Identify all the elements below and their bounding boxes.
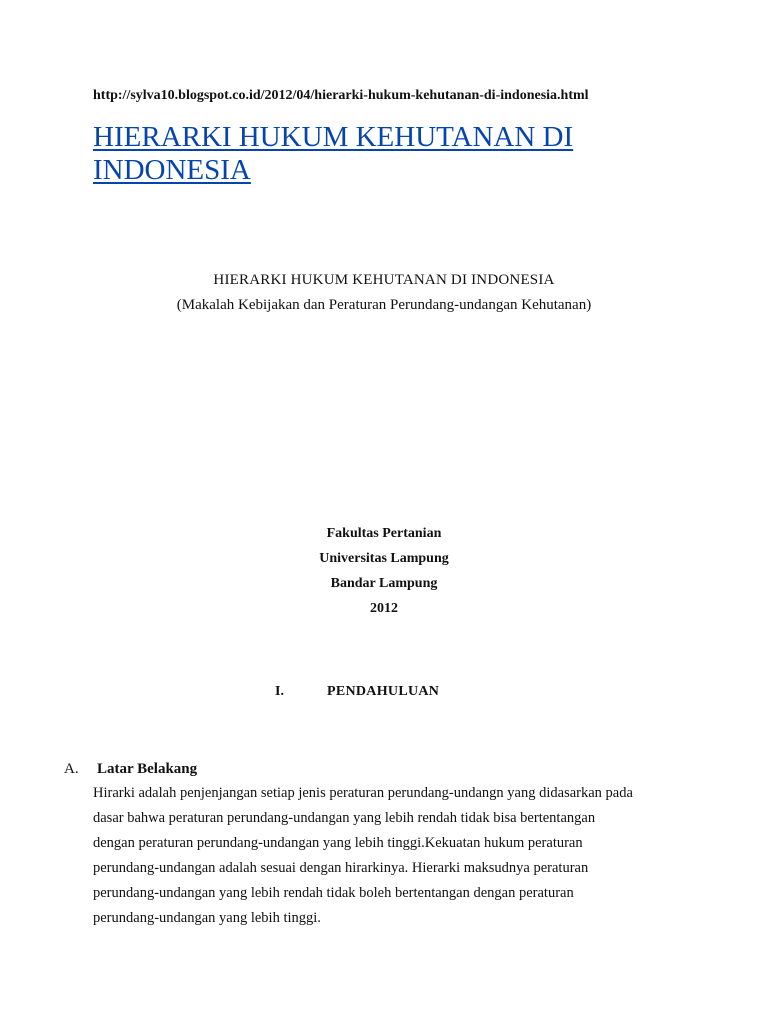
main-title-link[interactable]: HIERARKI HUKUM KEHUTANAN DI INDONESIA — [93, 121, 574, 186]
paragraph-line: perundang-undangan yang lebih rendah tidak boleh bertentangan dengan peraturan — [93, 885, 574, 901]
chapter-heading: PENDAHULUAN — [327, 684, 440, 699]
year-label: 2012 — [370, 601, 398, 616]
section-heading: Latar Belakang — [97, 761, 198, 777]
paragraph-line: perundang-undangan adalah sesuai dengan hirarkinya. Hierarki maksudnya peraturan — [93, 860, 589, 876]
document-subtitle: (Makalah Kebijakan dan Peraturan Perundang-undangan Kehutanan) — [176, 297, 592, 313]
paragraph-line: dengan peraturan perundang-undangan yang lebih tinggi.Kekuatan hukum peraturan — [93, 835, 583, 851]
city-label: Bandar Lampung — [330, 576, 438, 591]
section-letter: A. — [64, 761, 79, 777]
faculty-label: Fakultas Pertanian — [326, 526, 442, 541]
paragraph-line: Hirarki adalah penjenjangan setiap jenis peraturan perundang-undangn yang didasarkan pada — [93, 785, 633, 801]
source-url: http://sylva10.blogspot.co.id/2012/04/hierarki-hukum-kehutanan-di-indonesia.html — [93, 88, 589, 103]
paragraph-line: dasar bahwa peraturan perundang-undangan yang lebih rendah tidak bisa bertentangan — [93, 810, 596, 826]
chapter-number: I. — [275, 684, 284, 699]
university-label: Universitas Lampung — [319, 551, 449, 566]
document-title: HIERARKI HUKUM KEHUTANAN DI INDONESIA — [213, 272, 555, 288]
paragraph-line: perundang-undangan yang lebih tinggi. — [93, 910, 321, 926]
